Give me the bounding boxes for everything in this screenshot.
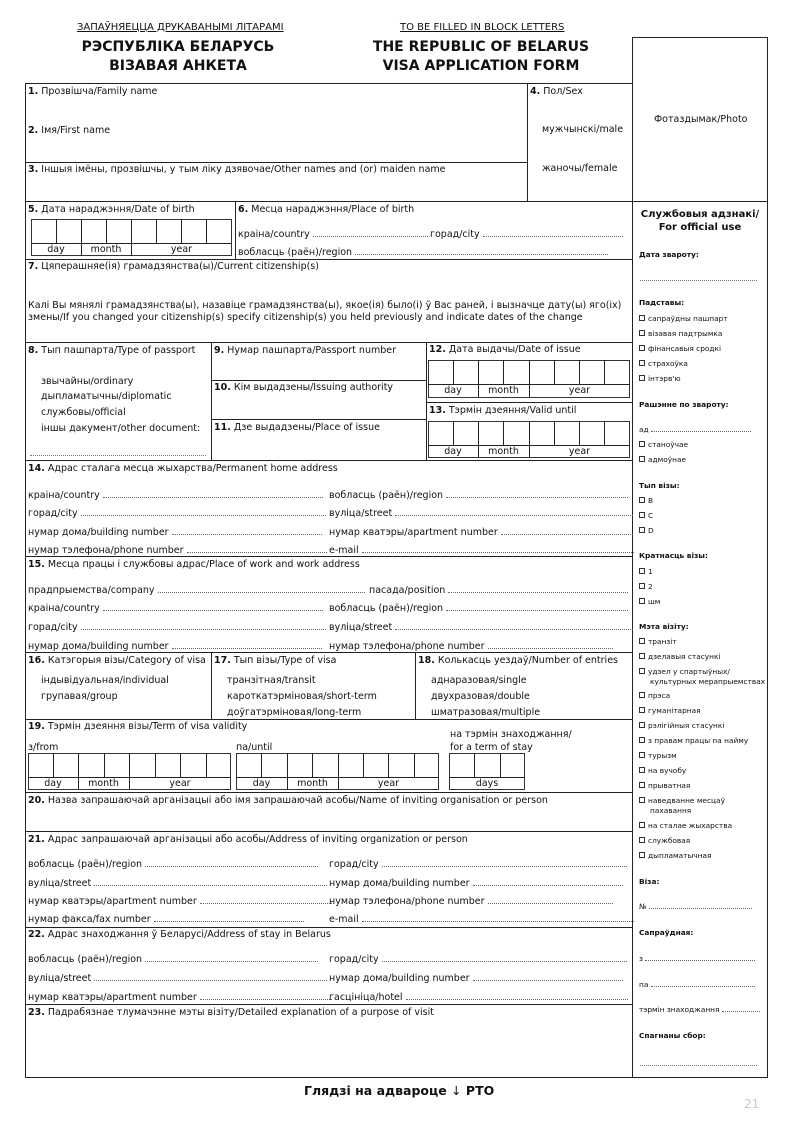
- ground-interview[interactable]: інтэрв'ю: [639, 374, 681, 383]
- field-1: 1. Прозвішча/Family name: [28, 86, 158, 97]
- until-day-label: day: [252, 778, 271, 789]
- from-day-label: day: [44, 778, 62, 789]
- photo-label: Фотаздымак/Photo: [654, 114, 748, 125]
- dob-month-label: month: [90, 244, 122, 255]
- field-17: 17. Тып візы/Type of visa: [214, 655, 337, 666]
- stay-city[interactable]: горад/city: [329, 954, 627, 965]
- field-8: 8. Тып пашпарта/Type of passport: [28, 345, 196, 356]
- purpose-label: Мэта візіту:: [639, 622, 689, 631]
- purpose-humanitarian[interactable]: гуманітарная: [639, 706, 701, 715]
- home-building[interactable]: нумар дома/building number: [28, 527, 322, 538]
- field-15: 15. Месца працы і службовы адрас/Place of work and work address: [28, 559, 360, 570]
- purpose-diplomatic[interactable]: дыпламатычная: [639, 851, 711, 860]
- ground-valid-passport[interactable]: сапраўдны пашпарт: [639, 314, 728, 323]
- multiplicity-label: Кратнасць візы:: [639, 551, 708, 560]
- title-by: [70, 38, 286, 76]
- field-7: 7. Цяперашняе(ія) грамадзянства(ы)/Current citizenship(s): [28, 261, 319, 272]
- work-building[interactable]: нумар дома/building number: [28, 641, 322, 652]
- field-2: 2. Імя/First name: [28, 125, 111, 136]
- stay-street[interactable]: вуліца/street: [28, 973, 327, 984]
- purpose-tourism[interactable]: турызм: [639, 751, 677, 760]
- field-23: 23. Падрабязнае тлумачэнне мэты візіту/Detailed explanation of a purpose of visit: [28, 1007, 434, 1018]
- purpose-sport-culture[interactable]: удзел у спартыўных/: [639, 667, 730, 676]
- issue-month-label: month: [488, 385, 519, 396]
- grounds-label: Падставы:: [639, 298, 685, 307]
- birth-city[interactable]: горад/city: [430, 229, 623, 240]
- from-year-label: year: [169, 778, 191, 789]
- passport-type-official[interactable]: службовы/official: [41, 407, 126, 418]
- passport-type-other[interactable]: іншы дакумент/other document:: [41, 423, 201, 434]
- visa-number[interactable]: №: [639, 902, 752, 911]
- sex-female-option[interactable]: жаночы/female: [542, 163, 618, 174]
- stay-term-official[interactable]: тэрмін знаходжання: [639, 1005, 760, 1014]
- field-9: 9. Нумар пашпарта/Passport number: [214, 345, 397, 356]
- sex-male-option[interactable]: мужчынскі/male: [542, 124, 624, 135]
- purpose-employment[interactable]: з правам працы па найму: [639, 736, 748, 745]
- official-visa-type-label: Тып візы:: [639, 481, 680, 490]
- issue-day-label: day: [444, 385, 462, 396]
- validity-until-label: па/until: [236, 742, 273, 753]
- fee-line[interactable]: [640, 1065, 757, 1066]
- work-company[interactable]: прадпрыемства/company: [28, 585, 365, 596]
- entries-double[interactable]: двухразовая/double: [431, 691, 530, 702]
- stay-apartment[interactable]: нумар кватэры/apartment number: [28, 992, 332, 1003]
- pto-text-en: PTO: [465, 1083, 495, 1098]
- valid-month-label: month: [488, 446, 519, 457]
- return-date-label: Дата звароту:: [639, 250, 699, 259]
- work-city[interactable]: горад/city: [28, 622, 326, 633]
- multiplicity-1[interactable]: 1: [639, 567, 653, 576]
- entries-single[interactable]: аднаразовая/single: [431, 675, 527, 686]
- decision-positive[interactable]: станоўчае: [639, 440, 688, 449]
- field-11: 11. Дзе выдадзены/Place of issue: [214, 422, 380, 433]
- home-city[interactable]: горад/city: [28, 508, 326, 519]
- official-visa-type-b[interactable]: B: [639, 496, 653, 505]
- field-16: 16. Катэгорыя візы/Category of visa: [28, 655, 206, 666]
- home-phone[interactable]: нумар тэлефона/phone number: [28, 545, 327, 556]
- valid-to[interactable]: па: [639, 980, 755, 989]
- inviter-email[interactable]: e-mail: [329, 914, 634, 925]
- purpose-business[interactable]: дзелавыя стасункі: [639, 652, 721, 661]
- ground-visa-support[interactable]: візавая падтрымка: [639, 329, 722, 338]
- visa-type-long-term[interactable]: доўгатэрміновая/long-term: [227, 707, 362, 718]
- title-en-line1: THE REPUBLIC OF BELARUS: [372, 39, 590, 55]
- stay-days-label: days: [475, 778, 499, 789]
- stay-region[interactable]: вобласць (раён)/region: [28, 954, 318, 965]
- other-document-line[interactable]: [30, 455, 206, 456]
- field-6: 6. Месца нараджэння/Place of birth: [238, 204, 415, 215]
- visa-label: Віза:: [639, 877, 660, 886]
- field-19: 19. Тэрмін дзеяння візы/Term of visa validity: [28, 721, 248, 732]
- stay-building[interactable]: нумар дома/building number: [329, 973, 623, 984]
- purpose-service[interactable]: службовая: [639, 836, 690, 845]
- field-4: 4. Пол/Sex: [530, 86, 583, 97]
- inviter-phone[interactable]: нумар тэлефона/phone number: [329, 896, 613, 907]
- field-21: 21. Адрас запрашаючай арганізацыі або асобы/Address of inviting organization or person: [28, 834, 468, 845]
- decision-label: Рашэнне по звароту:: [639, 400, 729, 409]
- return-date-line[interactable]: [640, 280, 757, 281]
- decision-date[interactable]: ад: [639, 425, 751, 434]
- work-country[interactable]: краіна/country: [28, 603, 323, 614]
- passport-type-diplomatic[interactable]: дыпламатычны/diplomatic: [41, 391, 172, 402]
- purpose-burial-visit[interactable]: наведванне месцаў: [639, 796, 725, 805]
- official-visa-type-c[interactable]: C: [639, 511, 653, 520]
- field-12: 12. Дата выдачы/Date of issue: [429, 344, 581, 355]
- inviter-street[interactable]: вуліца/street: [28, 878, 327, 889]
- field-14: 14. Адрас сталага месца жыхарства/Permanent home address: [28, 463, 338, 474]
- until-month-label: month: [297, 778, 328, 789]
- decision-negative[interactable]: адмоўнае: [639, 455, 686, 464]
- dob-day-label: day: [47, 244, 65, 255]
- home-region[interactable]: вобласць (раён)/region: [329, 490, 628, 501]
- home-email[interactable]: e-mail: [329, 545, 634, 556]
- official-use-title-by: Службовыя адзнакі/: [640, 209, 760, 220]
- visa-type-short-term[interactable]: кароткатэрміновая/short-term: [227, 691, 377, 702]
- ground-funds[interactable]: фінансавыя сродкі: [639, 344, 721, 353]
- home-street[interactable]: вуліца/street: [329, 508, 633, 519]
- field-20: 20. Назва запрашаючай арганізацыі або імя запрашаючай асобы/Name of inviting organisation or person: [28, 795, 548, 806]
- purpose-press[interactable]: прэса: [639, 691, 670, 700]
- pto-arrow-icon: ↓: [451, 1083, 462, 1098]
- field-10: 10. Кім выдадзены/Issuing authority: [214, 382, 394, 393]
- fee-label: Спагнаны сбор:: [639, 1031, 706, 1040]
- visa-category-group[interactable]: групавая/group: [41, 691, 118, 702]
- purpose-religious[interactable]: рэлігійныя стасункі: [639, 721, 724, 730]
- inviter-city[interactable]: горад/city: [329, 859, 627, 870]
- field-5: 5. Дата нараджэння/Date of birth: [28, 204, 195, 215]
- official-visa-type-d[interactable]: D: [639, 526, 654, 535]
- pto-note: [304, 1083, 494, 1098]
- inviter-region[interactable]: вобласць (раён)/region: [28, 859, 318, 870]
- birth-country[interactable]: краіна/country: [238, 229, 428, 240]
- field-22: 22. Адрас знаходжання ў Беларусі/Address of stay in Belarus: [28, 929, 331, 940]
- work-position[interactable]: пасада/position: [369, 585, 628, 596]
- purpose-sport-culture-line2: культурных мерапрыемствах: [650, 677, 766, 686]
- stay-term-label-2: for a term of stay: [450, 742, 533, 753]
- purpose-study[interactable]: на вучобу: [639, 766, 686, 775]
- valid-label: Сапраўдная:: [639, 928, 694, 937]
- validity-from-label: з/from: [28, 742, 59, 753]
- title-en-line2: VISA APPLICATION FORM: [382, 58, 580, 74]
- work-street[interactable]: вуліца/street: [329, 622, 633, 633]
- official-use-title-en: For official use: [658, 222, 742, 233]
- purpose-burial-visit-line2: пахавання: [650, 806, 692, 815]
- stay-term-label-1: на тэрмін знаходжання/: [450, 729, 572, 740]
- inviter-building[interactable]: нумар дома/building number: [329, 878, 623, 889]
- official-use-title: [633, 208, 767, 234]
- citizenship-note-line2: змены/If you changed your citizenship(s) specify citizenship(s) you held previously and indicate dates of the change: [28, 312, 583, 323]
- field-18: 18. Колькасць уездаў/Number of entries: [418, 655, 618, 666]
- home-country[interactable]: краіна/country: [28, 490, 323, 501]
- valid-year-label: year: [568, 446, 591, 457]
- until-year-label: year: [377, 778, 400, 789]
- from-month-label: month: [88, 778, 119, 789]
- multiplicity-2[interactable]: 2: [639, 582, 653, 591]
- valid-day-label: day: [444, 446, 462, 457]
- purpose-transit[interactable]: транзіт: [639, 637, 677, 646]
- ground-insurance[interactable]: страхоўка: [639, 359, 688, 368]
- citizenship-note-line1: Калі Вы мянялі грамадзянства(ы), назавіце грамадзянства(ы), якое(ія) было(і) ў Вас раней, і вызначце дату(ы) яго(іх): [28, 300, 622, 311]
- work-region[interactable]: вобласць (раён)/region: [329, 603, 628, 614]
- passport-type-ordinary[interactable]: звычайны/ordinary: [41, 376, 134, 387]
- inviter-apartment[interactable]: нумар кватэры/apartment number: [28, 896, 332, 907]
- multiplicity-multi[interactable]: шм: [639, 597, 660, 606]
- work-phone[interactable]: нумар тэлефона/phone number: [329, 641, 613, 652]
- pto-text-by: Глядзі на адвароце: [304, 1083, 447, 1098]
- entries-multiple[interactable]: шматразовая/multiple: [431, 707, 541, 718]
- issue-year-label: year: [568, 385, 591, 396]
- stay-hotel[interactable]: гасцініца/hotel: [329, 992, 628, 1003]
- field-3: 3. Іншыя імёны, прозвішчы, у тым ліку дзявочае/Other names and (or) maiden name: [28, 164, 446, 175]
- title-en: [366, 38, 596, 76]
- page-number: 21: [744, 1097, 760, 1111]
- birth-region[interactable]: вобласць (раён)/region: [238, 247, 608, 258]
- valid-from[interactable]: з: [639, 954, 755, 963]
- block-letters-note-en: TO BE FILLED IN BLOCK LETTERS: [400, 22, 565, 33]
- title-by-line2: ВІЗАВАЯ АНКЕТА: [109, 58, 247, 74]
- field-13: 13. Тэрмін дзеяння/Valid until: [429, 405, 577, 416]
- purpose-permanent-residence[interactable]: на сталае жыхарства: [639, 821, 732, 830]
- inviter-fax[interactable]: нумар факса/fax number: [28, 914, 304, 925]
- purpose-private[interactable]: прыватная: [639, 781, 690, 790]
- block-letters-note-by: ЗАПАЎНЯЕЦЦА ДРУКАВАНЫМІ ЛІТАРАМІ: [77, 22, 284, 33]
- visa-type-transit[interactable]: транзітная/transit: [227, 675, 316, 686]
- title-by-line1: РЭСПУБЛІКА БЕЛАРУСЬ: [81, 39, 275, 55]
- visa-category-individual[interactable]: індывідуальная/individual: [41, 675, 169, 686]
- dob-year-label: year: [170, 244, 193, 255]
- home-apartment[interactable]: нумар кватэры/apartment number: [329, 527, 633, 538]
